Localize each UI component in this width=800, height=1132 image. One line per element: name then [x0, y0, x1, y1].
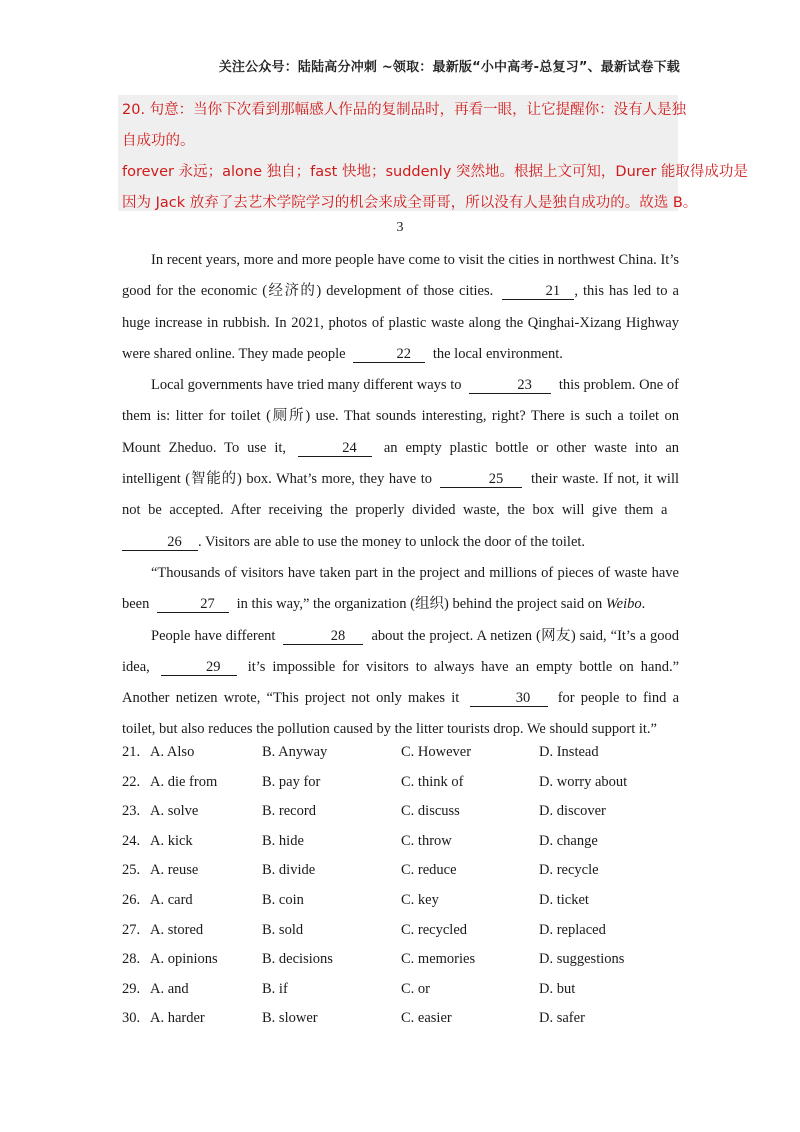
paragraph-text: it’s impossible for visitors to always have an empty bottle on hand.” Another netizen wrote, “This project not only makes it [122, 658, 680, 707]
paragraph-text: their waste. If not, it will not be accepted. After receiving the properly divided waste, the box will give them a [122, 471, 680, 519]
paragraph-text: the local environment. [432, 345, 563, 362]
option-c: C. or [401, 980, 430, 997]
blank-26: 26 [122, 534, 198, 551]
option-d: D. suggestions [539, 951, 625, 968]
paragraph-3 [122, 558, 679, 621]
weibo-text: Weibo [605, 596, 642, 613]
paragraph-text: , this has led to a huge increase in rubbish. In 2021, photos of plastic waste along the Qinghai-Xizang Highway were shared online. They made people [122, 283, 679, 362]
option-d: D. ticket [539, 891, 589, 908]
option-c: C. throw [401, 832, 452, 849]
option-d: D. safer [539, 1010, 585, 1027]
paragraph-text: People have different [151, 627, 276, 644]
option-d: D. worry about [539, 773, 628, 790]
blank-30: 30 [470, 690, 548, 707]
option-a: A. reuse [150, 862, 199, 879]
answer-options [122, 738, 682, 1034]
option-b: B. hide [262, 832, 304, 849]
question-number: 23. [122, 803, 141, 820]
answer-explanation [118, 95, 748, 211]
option-b: B. divide [262, 862, 316, 879]
option-c: C. discuss [401, 803, 460, 820]
paragraph-text: about the project. A netizen (网友) said, “It’s a good idea, [122, 627, 680, 675]
question-number: 24. [122, 832, 141, 849]
option-c: C. However [401, 744, 472, 760]
option-a: A. opinions [150, 951, 218, 968]
option-row-24 [122, 827, 682, 857]
option-d: D. replaced [539, 921, 606, 938]
paragraph-text: for people to find a toilet, but also reduces the pollution caused by the litter tourists drop. We should support it.” [122, 690, 680, 738]
option-b: B. record [262, 803, 316, 820]
paragraph-text: In recent years, more and more people have come to visit the cities in northwest China. It’s good for the economic (经济的) development of those cities. [122, 252, 679, 300]
cloze-passage [122, 245, 679, 746]
question-number: 27. [122, 921, 141, 938]
answer-line-2: 自成功的。 [122, 133, 195, 149]
option-b: B. if [262, 980, 288, 997]
option-b: B. Anyway [262, 744, 328, 760]
option-row-26 [122, 886, 682, 916]
page-header: 关注公众号：陆陆高分冲刺 ~领取：最新版“小中高考-总复习”、最新试卷下载 [218, 60, 680, 75]
option-c: C. key [401, 891, 439, 908]
blank-25: 25 [440, 471, 522, 488]
option-row-25 [122, 856, 682, 886]
paragraph-text: in this way,” the organization (组织) behind the project said on [236, 596, 603, 613]
option-row-23 [122, 797, 682, 827]
paragraph-text: this problem. One of them is: litter for toilet (厕所) use. That sounds interesting, right? There is such a toilet on Mount Zheduo. To use it, [122, 377, 679, 456]
option-a: A. Also [150, 744, 195, 760]
option-a: A. harder [150, 1010, 205, 1027]
question-number: 28. [122, 951, 141, 968]
question-number: 25. [122, 862, 141, 879]
option-c: C. reduce [401, 862, 457, 879]
option-b: B. decisions [262, 951, 333, 968]
option-a: A. and [150, 980, 189, 997]
paragraph-2 [122, 370, 679, 558]
blank-28: 28 [283, 628, 363, 645]
option-row-22 [122, 768, 682, 798]
option-row-27 [122, 916, 682, 946]
paragraph-4 [122, 621, 679, 746]
option-a: A. solve [150, 803, 199, 820]
blank-29: 29 [161, 659, 237, 676]
option-a: A. kick [150, 832, 193, 849]
option-a: A. card [150, 891, 193, 908]
option-row-28 [122, 945, 682, 975]
paragraph-text: “Thousands of visitors have taken part in the project and millions of pieces of waste have been [122, 564, 679, 613]
option-d: D. Instead [539, 744, 599, 760]
option-a: A. die from [150, 773, 218, 790]
option-d: D. but [539, 980, 576, 997]
blank-21: 21 [502, 283, 574, 300]
option-c: C. easier [401, 1010, 452, 1027]
option-row-21 [122, 738, 682, 768]
blank-27: 27 [157, 596, 229, 613]
option-d: D. discover [539, 803, 606, 820]
option-b: B. pay for [262, 773, 321, 790]
paragraph-text: . [641, 596, 646, 613]
option-c: C. recycled [401, 921, 468, 938]
option-b: B. sold [262, 921, 304, 938]
blank-22: 22 [353, 346, 425, 363]
answer-line-4: 因为 Jack 放弃了去艺术学院学习的机会来成全哥哥，所以没有人是独自成功的。故选 B。 [122, 195, 698, 211]
question-number: 29. [122, 980, 141, 997]
option-c: C. think of [401, 773, 464, 790]
option-b: B. slower [262, 1010, 318, 1027]
option-row-30 [122, 1004, 682, 1034]
section-number: 3 [396, 220, 404, 235]
option-c: C. memories [401, 951, 476, 968]
answer-line-3: forever 永远；alone 独自；fast 快地；suddenly 突然地。根据上文可知，Durer 能取得成功是 [122, 164, 748, 180]
question-number: 22. [122, 773, 141, 790]
question-number: 30. [122, 1010, 141, 1027]
question-number: 21. [122, 744, 141, 760]
paragraph-text: an empty plastic bottle or other waste into an intelligent (智能的) box. What’s more, they have to [122, 439, 680, 488]
paragraph-text: . Visitors are able to use the money to unlock the door of the toilet. [198, 533, 586, 550]
option-b: B. coin [262, 891, 304, 908]
question-number: 26. [122, 891, 141, 908]
option-d: D. change [539, 832, 598, 849]
blank-23: 23 [469, 377, 551, 394]
answer-line-1: 20. 句意：当你下次看到那幅感人作品的复制品时，再看一眼，让它提醒你：没有人是独 [122, 102, 687, 118]
option-a: A. stored [150, 921, 204, 938]
blank-24: 24 [298, 440, 372, 457]
option-d: D. recycle [539, 862, 599, 879]
paragraph-1 [122, 245, 679, 370]
paragraph-text: Local governments have tried many different ways to [151, 377, 462, 394]
option-row-29 [122, 975, 682, 1005]
